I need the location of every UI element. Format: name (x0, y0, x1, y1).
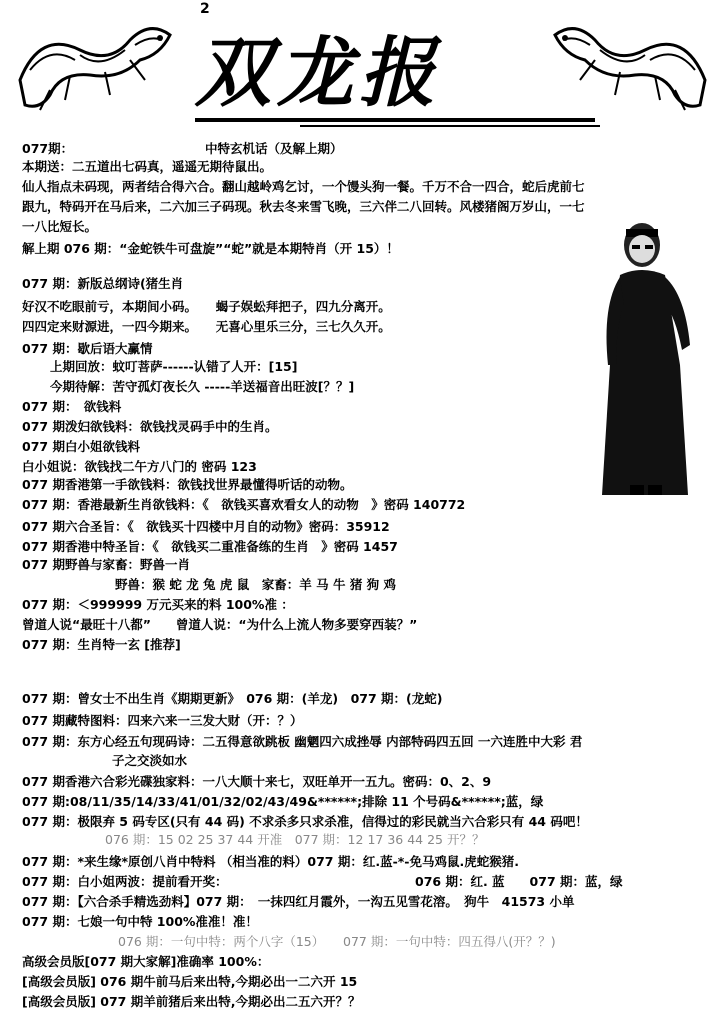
text-line: 077 期：白小姐两波：提前看开奖： (22, 874, 228, 889)
title-underline (195, 118, 595, 122)
text-line: 077 期：极限弃 5 码专区(只有 44 码) 不求杀多只求杀准，信得过的彩民就当六合彩只有 44 码吧！ (22, 814, 588, 829)
dragon-left-icon (10, 10, 180, 120)
text-line: 077 期： 欲钱料 (22, 399, 122, 414)
text-line: [高级会员版] 077 期羊前猪后来出特,今期必出二五六开？？ (22, 994, 361, 1009)
text-line: 仙人指点未码现，两者结合得六合。翻山越岭鸡乞讨，一个馒头狗一餐。千万不合一四合，蛇后虎前七 (22, 179, 585, 194)
text-line: 077 期:08/11/35/14/33/41/01/32/02/43/49&******;排除 11 个号码&******;蓝，绿 (22, 794, 544, 809)
text-line: 077 期泼妇欲钱料：欲钱找灵码手中的生肖。 (22, 419, 278, 434)
text-line: 077 期香港中特圣旨：《 欲钱买二重准备练的生肖 》密码 1457 (22, 539, 398, 554)
newspaper-title: 双龙报 (195, 28, 441, 117)
text-line: 077 期野兽与家畜：野兽一肖 (22, 557, 190, 572)
text-line: 077 期：歇后语大赢情 (22, 341, 153, 356)
text-line: 077 期：香港最新生肖欲钱料：《 欲钱买喜欢看女人的动物 》密码 140772 (22, 497, 466, 512)
person-figure-icon (590, 215, 710, 505)
text-line: 077 期：＜999999 万元买来的料 100%准 ： (22, 597, 294, 612)
text-line: 077 期：*来生缘*原创八肖中特料 （相当准的料）077 期：红.蓝-*-免马鸡鼠.虎蛇猴猪. (22, 854, 519, 869)
text-line: 一八比短长。 (22, 219, 98, 234)
text-line: 077期： (22, 141, 74, 156)
text-line: 跟九，特码开在马后来，二六加三子码现。秋去冬来雪飞晚，三六伴二八回转。风楼猪阁万岁山，一七 (22, 199, 585, 214)
text-line: 077 期：曾女士不出生肖《期期更新》 076 期：(羊龙) 077 期：(龙蛇) (22, 691, 443, 706)
text-line-faint: 076 期：一句中特：两个八字（15） 077 期：一句中特：四五得八(开？？) (118, 934, 556, 949)
text-line: 077 期香港第一手欲钱料：欲钱找世界最懂得听话的动物。 (22, 477, 353, 492)
text-line: 白小姐说：欲钱找二午方八门的 密码 123 (22, 459, 257, 474)
text-line: 077 期六合圣旨：《 欲钱买十四楼中月自的动物》密码：35912 (22, 519, 390, 534)
text-line: [高级会员版] 076 期牛前马后来出特,今期必出一二六开 15 (22, 974, 358, 989)
text-line: 子之交淡如水 (112, 753, 188, 768)
text-line: 077 期：七娘一句中特 100%准准！准！ (22, 914, 258, 929)
text-line: 曾道人说“最旺十八都” 曾道人说：“为什么上流人物多要穿西装？” (22, 617, 418, 632)
text-line: 077 期白小姐欲钱料 (22, 439, 140, 454)
text-line: 野兽：猴 蛇 龙 兔 虎 鼠 家畜：羊 马 牛 猪 狗 鸡 (115, 577, 397, 592)
text-line: 本期送：二五道出七码真，遥遥无期待鼠出。 (22, 159, 273, 174)
corner-mark: 2 (200, 1, 210, 17)
text-line: 077 期香港六合彩光碟独家料：一八大顺十来七，双旺单开一五九。密码：0、2、9 (22, 774, 492, 789)
text-line: 077 期：新版总纲诗(猪生肖 (22, 276, 184, 291)
section-heading: 中特玄机话（及解上期） (205, 141, 343, 156)
text-line: 好汉不吃眼前亏，本期间小码。 蝎子娱蚣拜把子，四九分离开。 (22, 299, 391, 314)
text-line: 076 期：红. 蓝 077 期：蓝，绿 (415, 874, 623, 889)
text-line-faint: 076 期：15 02 25 37 44 开准 077 期：12 17 36 44 25 开？？ (105, 832, 485, 847)
text-line: 077 期：东方心经五句现码诗：二五得意欲跳板 幽魍四六成挫辱 内部特码四五回 一六连胜中大彩 君 (22, 734, 583, 749)
text-line: 今期待解：苦守孤灯夜长久 -----羊送福音出旺波[？？] (50, 379, 355, 394)
text-line: 高级会员版[077 期大家解]准确率 100%： (22, 954, 270, 969)
text-line: 四四定来财源进，一四今期来。 无喜心里乐三分，三七久久开。 (22, 319, 391, 334)
text-line: 077 期：生肖特一玄 [推荐] (22, 637, 181, 652)
title-underline-secondary (300, 125, 600, 127)
text-line: 上期回放：蚊叮菩萨------认错了人开：[15] (50, 359, 298, 374)
text-line: 解上期 076 期：“金蛇铁牛可盘旋”“蛇”就是本期特肖（开 15）！ (22, 241, 399, 256)
dragon-right-icon (545, 10, 715, 120)
text-line: 077 期：【六合杀手精选劲料】077 期： 一抹四红月霞外，一沟五见雪花溶。 狗牛 41573 小单 (22, 894, 575, 909)
text-line: 077 期藏特图料：四来六来一三发大财（开：？） (22, 713, 303, 728)
